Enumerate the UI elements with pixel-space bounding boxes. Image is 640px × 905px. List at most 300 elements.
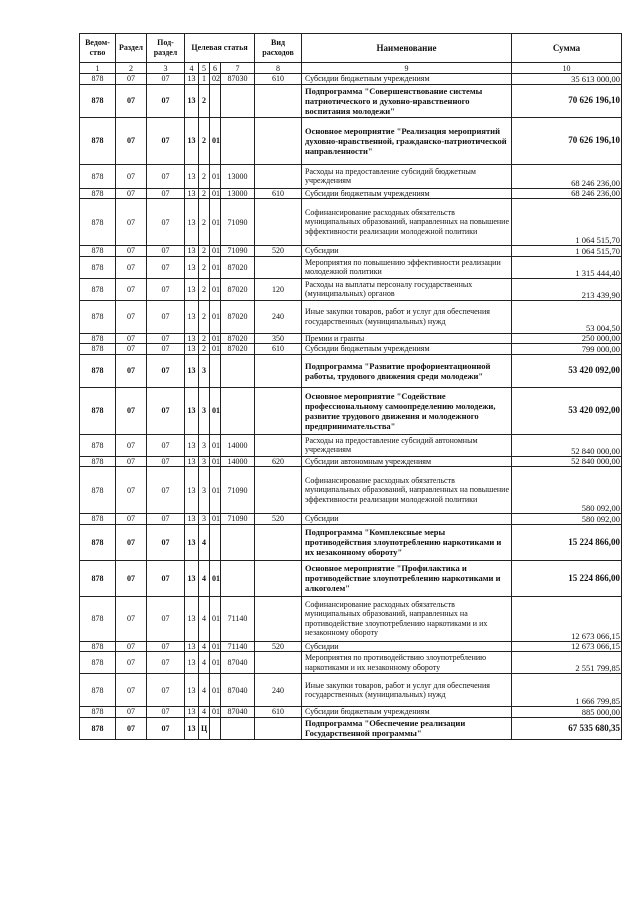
cell-vid-rashodov — [255, 199, 302, 246]
table-row — [80, 674, 622, 707]
cell-cs-event: 01 — [210, 514, 221, 525]
cell-cs-direction: 14000 — [221, 456, 255, 467]
cell-vedomstvo: 878 — [80, 514, 116, 525]
table-row — [80, 560, 622, 596]
cell-podrazdel: 07 — [147, 354, 185, 387]
cell-naimenovanie: Расходы на выплаты персоналу государственных (муниципальных) органов — [302, 278, 512, 300]
column-number: 7 — [221, 63, 255, 74]
cell-cs-program: 13 — [185, 300, 199, 333]
cell-cs-event: 01 — [210, 246, 221, 257]
table-row — [80, 354, 622, 387]
cell-naimenovanie: Подпрограмма "Совершенствование системы патриотического и духовно-нравственного воспитания молодежи" — [302, 84, 512, 117]
cell-podrazdel: 07 — [147, 707, 185, 718]
cell-cs-event — [210, 84, 221, 117]
table-row — [80, 596, 622, 641]
cell-vid-rashodov — [255, 524, 302, 560]
cell-razdel: 07 — [116, 344, 147, 355]
cell-cs-subprogram: 2 — [199, 199, 210, 246]
cell-razdel: 07 — [116, 117, 147, 164]
table-row — [80, 199, 622, 246]
table-row — [80, 117, 622, 164]
cell-vid-rashodov — [255, 596, 302, 641]
cell-razdel: 07 — [116, 674, 147, 707]
cell-cs-subprogram: 3 — [199, 434, 210, 456]
cell-vid-rashodov: 520 — [255, 246, 302, 257]
cell-summa: 70 626 196,10 — [512, 117, 622, 164]
cell-razdel: 07 — [116, 652, 147, 674]
cell-cs-event: 01 — [210, 652, 221, 674]
cell-cs-direction: 87040 — [221, 674, 255, 707]
cell-vid-rashodov: 520 — [255, 514, 302, 525]
cell-summa: 53 420 092,00 — [512, 387, 622, 434]
cell-cs-subprogram: 2 — [199, 246, 210, 257]
cell-cs-subprogram: 4 — [199, 524, 210, 560]
cell-cs-program: 13 — [185, 199, 199, 246]
cell-cs-event: 01 — [210, 674, 221, 707]
cell-razdel: 07 — [116, 246, 147, 257]
cell-naimenovanie: Основное мероприятие "Профилактика и противодействие злоупотреблению наркотиками и алкоголем" — [302, 560, 512, 596]
cell-vid-rashodov — [255, 354, 302, 387]
cell-cs-direction — [221, 560, 255, 596]
cell-cs-event: 01 — [210, 256, 221, 278]
cell-summa: 67 535 680,35 — [512, 717, 622, 739]
cell-cs-event: 01 — [210, 467, 221, 514]
cell-cs-program: 13 — [185, 717, 199, 739]
cell-razdel: 07 — [116, 717, 147, 739]
cell-vid-rashodov: 610 — [255, 74, 302, 85]
cell-podrazdel: 07 — [147, 117, 185, 164]
cell-razdel: 07 — [116, 524, 147, 560]
cell-cs-program: 13 — [185, 456, 199, 467]
table-row — [80, 164, 622, 188]
cell-naimenovanie: Субсидии бюджетным учреждениям — [302, 344, 512, 355]
cell-vedomstvo: 878 — [80, 246, 116, 257]
cell-podrazdel: 07 — [147, 74, 185, 85]
cell-razdel: 07 — [116, 199, 147, 246]
cell-cs-program: 13 — [185, 641, 199, 652]
cell-naimenovanie: Иные закупки товаров, работ и услуг для обеспечения государственных (муниципальных) нужд — [302, 300, 512, 333]
cell-podrazdel: 07 — [147, 717, 185, 739]
cell-podrazdel: 07 — [147, 514, 185, 525]
cell-cs-event: 01 — [210, 199, 221, 246]
cell-naimenovanie: Основное мероприятие "Реализация мероприятий духовно-нравственной, гражданско-патриотической направленности" — [302, 117, 512, 164]
cell-vid-rashodov — [255, 164, 302, 188]
cell-vedomstvo: 878 — [80, 74, 116, 85]
table-header-row — [80, 34, 622, 63]
cell-cs-event: 01 — [210, 300, 221, 333]
table-row — [80, 188, 622, 199]
cell-podrazdel: 07 — [147, 333, 185, 344]
cell-razdel: 07 — [116, 84, 147, 117]
cell-vid-rashodov: 610 — [255, 188, 302, 199]
cell-naimenovanie: Премии и гранты — [302, 333, 512, 344]
cell-naimenovanie: Субсидии бюджетным учреждениям — [302, 707, 512, 718]
cell-cs-program: 13 — [185, 674, 199, 707]
cell-cs-subprogram: 3 — [199, 514, 210, 525]
cell-vedomstvo: 878 — [80, 674, 116, 707]
cell-vid-rashodov — [255, 560, 302, 596]
cell-naimenovanie: Субсидии бюджетным учреждениям — [302, 188, 512, 199]
cell-cs-subprogram: 3 — [199, 456, 210, 467]
cell-cs-subprogram: 4 — [199, 596, 210, 641]
cell-vid-rashodov — [255, 84, 302, 117]
cell-naimenovanie: Субсидии — [302, 641, 512, 652]
cell-summa: 35 613 000,00 — [512, 74, 622, 85]
table-row — [80, 300, 622, 333]
cell-summa: 12 673 066,15 — [512, 596, 622, 641]
cell-summa: 1 666 799,85 — [512, 674, 622, 707]
cell-vid-rashodov: 610 — [255, 707, 302, 718]
cell-podrazdel: 07 — [147, 456, 185, 467]
cell-summa: 1 315 444,40 — [512, 256, 622, 278]
cell-podrazdel: 07 — [147, 596, 185, 641]
cell-cs-direction: 13000 — [221, 164, 255, 188]
cell-podrazdel: 07 — [147, 300, 185, 333]
cell-vid-rashodov: 520 — [255, 641, 302, 652]
cell-summa: 1 064 515,70 — [512, 246, 622, 257]
cell-vedomstvo: 878 — [80, 344, 116, 355]
cell-cs-event — [210, 354, 221, 387]
cell-razdel: 07 — [116, 707, 147, 718]
cell-cs-event: 01 — [210, 456, 221, 467]
budget-table — [79, 33, 622, 740]
table-row — [80, 514, 622, 525]
column-number: 3 — [147, 63, 185, 74]
cell-cs-direction: 87020 — [221, 344, 255, 355]
cell-cs-direction: 87030 — [221, 74, 255, 85]
table-row — [80, 344, 622, 355]
cell-cs-event: 01 — [210, 387, 221, 434]
cell-cs-subprogram: 2 — [199, 344, 210, 355]
column-number: 10 — [512, 63, 622, 74]
cell-cs-direction — [221, 524, 255, 560]
cell-summa: 70 626 196,10 — [512, 84, 622, 117]
cell-cs-direction: 71090 — [221, 199, 255, 246]
cell-cs-event — [210, 717, 221, 739]
cell-cs-direction — [221, 387, 255, 434]
cell-cs-direction: 87020 — [221, 278, 255, 300]
cell-naimenovanie: Подпрограмма "Развитие профориентационной работы, трудового движения среди молодежи" — [302, 354, 512, 387]
cell-podrazdel: 07 — [147, 652, 185, 674]
cell-vedomstvo: 878 — [80, 596, 116, 641]
cell-summa: 213 439,90 — [512, 278, 622, 300]
cell-cs-direction: 71140 — [221, 596, 255, 641]
cell-razdel: 07 — [116, 641, 147, 652]
cell-cs-subprogram: 2 — [199, 333, 210, 344]
column-number-row — [80, 63, 622, 74]
cell-vedomstvo: 878 — [80, 278, 116, 300]
cell-naimenovanie: Иные закупки товаров, работ и услуг для обеспечения государственных (муниципальных) нужд — [302, 674, 512, 707]
column-number: 5 — [199, 63, 210, 74]
cell-cs-subprogram: 2 — [199, 188, 210, 199]
cell-cs-direction — [221, 717, 255, 739]
cell-cs-program: 13 — [185, 246, 199, 257]
cell-razdel: 07 — [116, 256, 147, 278]
cell-vid-rashodov — [255, 717, 302, 739]
cell-cs-program: 13 — [185, 344, 199, 355]
cell-cs-event: 01 — [210, 188, 221, 199]
cell-cs-program: 13 — [185, 164, 199, 188]
header-summa: Сумма — [512, 34, 622, 63]
cell-summa: 68 246 236,00 — [512, 164, 622, 188]
cell-vid-rashodov — [255, 434, 302, 456]
cell-razdel: 07 — [116, 514, 147, 525]
header-vedomstvo: Ведом-ство — [80, 34, 116, 63]
cell-naimenovanie: Субсидии бюджетным учреждениям — [302, 74, 512, 85]
cell-cs-program: 13 — [185, 278, 199, 300]
cell-podrazdel: 07 — [147, 278, 185, 300]
header-razdel: Раздел — [116, 34, 147, 63]
cell-podrazdel: 07 — [147, 84, 185, 117]
cell-summa: 885 000,00 — [512, 707, 622, 718]
cell-naimenovanie: Подпрограмма "Комплексные меры противодействия злоупотреблению наркотиками и их незаконному обороту" — [302, 524, 512, 560]
cell-cs-direction — [221, 84, 255, 117]
cell-vid-rashodov: 350 — [255, 333, 302, 344]
column-number: 9 — [302, 63, 512, 74]
cell-naimenovanie: Мероприятия по противодействию злоупотреблению наркотиками и их незаконному обороту — [302, 652, 512, 674]
cell-vedomstvo: 878 — [80, 641, 116, 652]
cell-cs-program: 13 — [185, 354, 199, 387]
cell-vedomstvo: 878 — [80, 117, 116, 164]
cell-cs-event: 01 — [210, 344, 221, 355]
table-row — [80, 387, 622, 434]
cell-naimenovanie: Софинансирование расходных обязательств муниципальных образований, направленных на повышение эффективности реализации молодежной политики — [302, 199, 512, 246]
cell-cs-program: 13 — [185, 652, 199, 674]
cell-summa: 15 224 866,00 — [512, 524, 622, 560]
table-row — [80, 278, 622, 300]
cell-cs-direction — [221, 354, 255, 387]
cell-vid-rashodov — [255, 256, 302, 278]
cell-summa: 2 551 799,85 — [512, 652, 622, 674]
cell-vedomstvo: 878 — [80, 707, 116, 718]
cell-summa: 12 673 066,15 — [512, 641, 622, 652]
cell-vedomstvo: 878 — [80, 467, 116, 514]
cell-cs-direction: 87020 — [221, 300, 255, 333]
cell-vedomstvo: 878 — [80, 188, 116, 199]
cell-summa: 68 246 236,00 — [512, 188, 622, 199]
cell-cs-event: 01 — [210, 596, 221, 641]
cell-cs-direction: 71090 — [221, 514, 255, 525]
cell-cs-subprogram: 3 — [199, 387, 210, 434]
cell-summa: 1 064 515,70 — [512, 199, 622, 246]
cell-cs-program: 13 — [185, 74, 199, 85]
table-row — [80, 652, 622, 674]
cell-razdel: 07 — [116, 188, 147, 199]
cell-cs-program: 13 — [185, 84, 199, 117]
cell-vid-rashodov: 610 — [255, 344, 302, 355]
cell-razdel: 07 — [116, 456, 147, 467]
cell-naimenovanie: Расходы на предоставление субсидий автономным учреждениям — [302, 434, 512, 456]
cell-cs-direction: 87040 — [221, 652, 255, 674]
cell-razdel: 07 — [116, 387, 147, 434]
cell-razdel: 07 — [116, 333, 147, 344]
cell-razdel: 07 — [116, 467, 147, 514]
cell-vedomstvo: 878 — [80, 333, 116, 344]
table-row — [80, 717, 622, 739]
cell-cs-direction: 71090 — [221, 246, 255, 257]
cell-cs-program: 13 — [185, 514, 199, 525]
table-row — [80, 467, 622, 514]
cell-naimenovanie: Мероприятия по повышению эффективности реализации молодежной политики — [302, 256, 512, 278]
cell-cs-program: 13 — [185, 188, 199, 199]
cell-vedomstvo: 878 — [80, 560, 116, 596]
cell-cs-direction: 87020 — [221, 256, 255, 278]
header-celevaya-statya: Целевая статья — [185, 34, 255, 63]
table-row — [80, 256, 622, 278]
cell-cs-subprogram: 2 — [199, 278, 210, 300]
cell-cs-direction: 71090 — [221, 467, 255, 514]
cell-razdel: 07 — [116, 354, 147, 387]
table-row — [80, 707, 622, 718]
cell-cs-subprogram: 4 — [199, 674, 210, 707]
cell-vedomstvo: 878 — [80, 652, 116, 674]
cell-summa: 250 000,00 — [512, 333, 622, 344]
cell-cs-direction: 71140 — [221, 641, 255, 652]
table-row — [80, 524, 622, 560]
cell-vedomstvo: 878 — [80, 524, 116, 560]
cell-cs-event — [210, 524, 221, 560]
cell-vid-rashodov — [255, 387, 302, 434]
cell-cs-program: 13 — [185, 387, 199, 434]
column-number: 1 — [80, 63, 116, 74]
cell-cs-subprogram: 4 — [199, 652, 210, 674]
cell-summa: 799 000,00 — [512, 344, 622, 355]
cell-vedomstvo: 878 — [80, 164, 116, 188]
cell-cs-direction: 87020 — [221, 333, 255, 344]
column-number: 8 — [255, 63, 302, 74]
cell-summa: 580 092,00 — [512, 467, 622, 514]
cell-vid-rashodov: 620 — [255, 456, 302, 467]
cell-razdel: 07 — [116, 300, 147, 333]
cell-razdel: 07 — [116, 434, 147, 456]
cell-cs-subprogram: 2 — [199, 164, 210, 188]
cell-cs-event: 01 — [210, 333, 221, 344]
table-row — [80, 456, 622, 467]
cell-cs-program: 13 — [185, 434, 199, 456]
cell-naimenovanie: Софинансирование расходных обязательств муниципальных образований, направленных на противодействие злоупотреблению наркотиками и их незаконному обороту — [302, 596, 512, 641]
cell-razdel: 07 — [116, 560, 147, 596]
cell-naimenovanie: Субсидии — [302, 246, 512, 257]
table-row — [80, 333, 622, 344]
cell-razdel: 07 — [116, 596, 147, 641]
cell-cs-event: 01 — [210, 164, 221, 188]
cell-cs-subprogram: 2 — [199, 300, 210, 333]
cell-podrazdel: 07 — [147, 467, 185, 514]
cell-cs-direction: 87040 — [221, 707, 255, 718]
cell-podrazdel: 07 — [147, 344, 185, 355]
cell-razdel: 07 — [116, 278, 147, 300]
cell-vid-rashodov — [255, 467, 302, 514]
cell-cs-subprogram: 3 — [199, 354, 210, 387]
cell-podrazdel: 07 — [147, 434, 185, 456]
cell-summa: 52 840 000,00 — [512, 434, 622, 456]
table-row — [80, 246, 622, 257]
cell-cs-program: 13 — [185, 117, 199, 164]
cell-podrazdel: 07 — [147, 199, 185, 246]
header-podrazdel: Под-раздел — [147, 34, 185, 63]
cell-vid-rashodov: 240 — [255, 300, 302, 333]
cell-vedomstvo: 878 — [80, 717, 116, 739]
cell-vid-rashodov — [255, 652, 302, 674]
cell-summa: 52 840 000,00 — [512, 456, 622, 467]
cell-podrazdel: 07 — [147, 560, 185, 596]
cell-naimenovanie: Расходы на предоставление субсидий бюджетным учреждениям — [302, 164, 512, 188]
cell-naimenovanie: Основное мероприятие "Содействие профессиональному самоопределению молодежи, развитие трудового движения и молодежного предпринимательства" — [302, 387, 512, 434]
cell-vedomstvo: 878 — [80, 434, 116, 456]
cell-cs-program: 13 — [185, 333, 199, 344]
header-vid-rashodov: Вид расходов — [255, 34, 302, 63]
cell-cs-program: 13 — [185, 707, 199, 718]
cell-naimenovanie: Субсидии автономным учреждениям — [302, 456, 512, 467]
cell-vid-rashodov: 120 — [255, 278, 302, 300]
cell-summa: 53 420 092,00 — [512, 354, 622, 387]
table-row — [80, 434, 622, 456]
cell-podrazdel: 07 — [147, 246, 185, 257]
table-row — [80, 84, 622, 117]
cell-podrazdel: 07 — [147, 674, 185, 707]
cell-cs-direction: 14000 — [221, 434, 255, 456]
cell-cs-subprogram: 2 — [199, 84, 210, 117]
cell-naimenovanie: Подпрограмма "Обеспечение реализации Государственной программы" — [302, 717, 512, 739]
cell-vedomstvo: 878 — [80, 256, 116, 278]
cell-cs-program: 13 — [185, 596, 199, 641]
cell-cs-program: 13 — [185, 524, 199, 560]
cell-vid-rashodov: 240 — [255, 674, 302, 707]
cell-cs-event: 01 — [210, 434, 221, 456]
cell-cs-event: 02 — [210, 74, 221, 85]
cell-cs-subprogram: 2 — [199, 256, 210, 278]
header-naimenovanie: Наименование — [302, 34, 512, 63]
cell-vedomstvo: 878 — [80, 199, 116, 246]
cell-podrazdel: 07 — [147, 164, 185, 188]
table-row — [80, 74, 622, 85]
cell-cs-subprogram: 4 — [199, 641, 210, 652]
cell-cs-subprogram: 3 — [199, 467, 210, 514]
cell-cs-subprogram: 4 — [199, 560, 210, 596]
table-body — [80, 74, 622, 740]
cell-podrazdel: 07 — [147, 256, 185, 278]
cell-podrazdel: 07 — [147, 387, 185, 434]
cell-naimenovanie: Софинансирование расходных обязательств муниципальных образований, направленных на повышение эффективности реализации молодежной политики — [302, 467, 512, 514]
cell-cs-event: 01 — [210, 560, 221, 596]
column-number: 2 — [116, 63, 147, 74]
cell-naimenovanie: Субсидии — [302, 514, 512, 525]
table-row — [80, 641, 622, 652]
cell-vedomstvo: 878 — [80, 300, 116, 333]
cell-razdel: 07 — [116, 164, 147, 188]
cell-cs-subprogram: 4 — [199, 707, 210, 718]
cell-cs-event: 01 — [210, 707, 221, 718]
cell-cs-program: 13 — [185, 256, 199, 278]
column-number: 4 — [185, 63, 199, 74]
cell-cs-event: 01 — [210, 278, 221, 300]
cell-cs-program: 13 — [185, 560, 199, 596]
cell-podrazdel: 07 — [147, 188, 185, 199]
cell-summa: 15 224 866,00 — [512, 560, 622, 596]
cell-cs-program: 13 — [185, 467, 199, 514]
cell-vedomstvo: 878 — [80, 387, 116, 434]
cell-cs-direction: 13000 — [221, 188, 255, 199]
cell-razdel: 07 — [116, 74, 147, 85]
cell-cs-direction — [221, 117, 255, 164]
cell-summa: 53 004,50 — [512, 300, 622, 333]
cell-vid-rashodov — [255, 117, 302, 164]
cell-cs-event: 01 — [210, 641, 221, 652]
cell-cs-subprogram: 1 — [199, 74, 210, 85]
cell-cs-subprogram: 2 — [199, 117, 210, 164]
cell-podrazdel: 07 — [147, 524, 185, 560]
column-number: 6 — [210, 63, 221, 74]
